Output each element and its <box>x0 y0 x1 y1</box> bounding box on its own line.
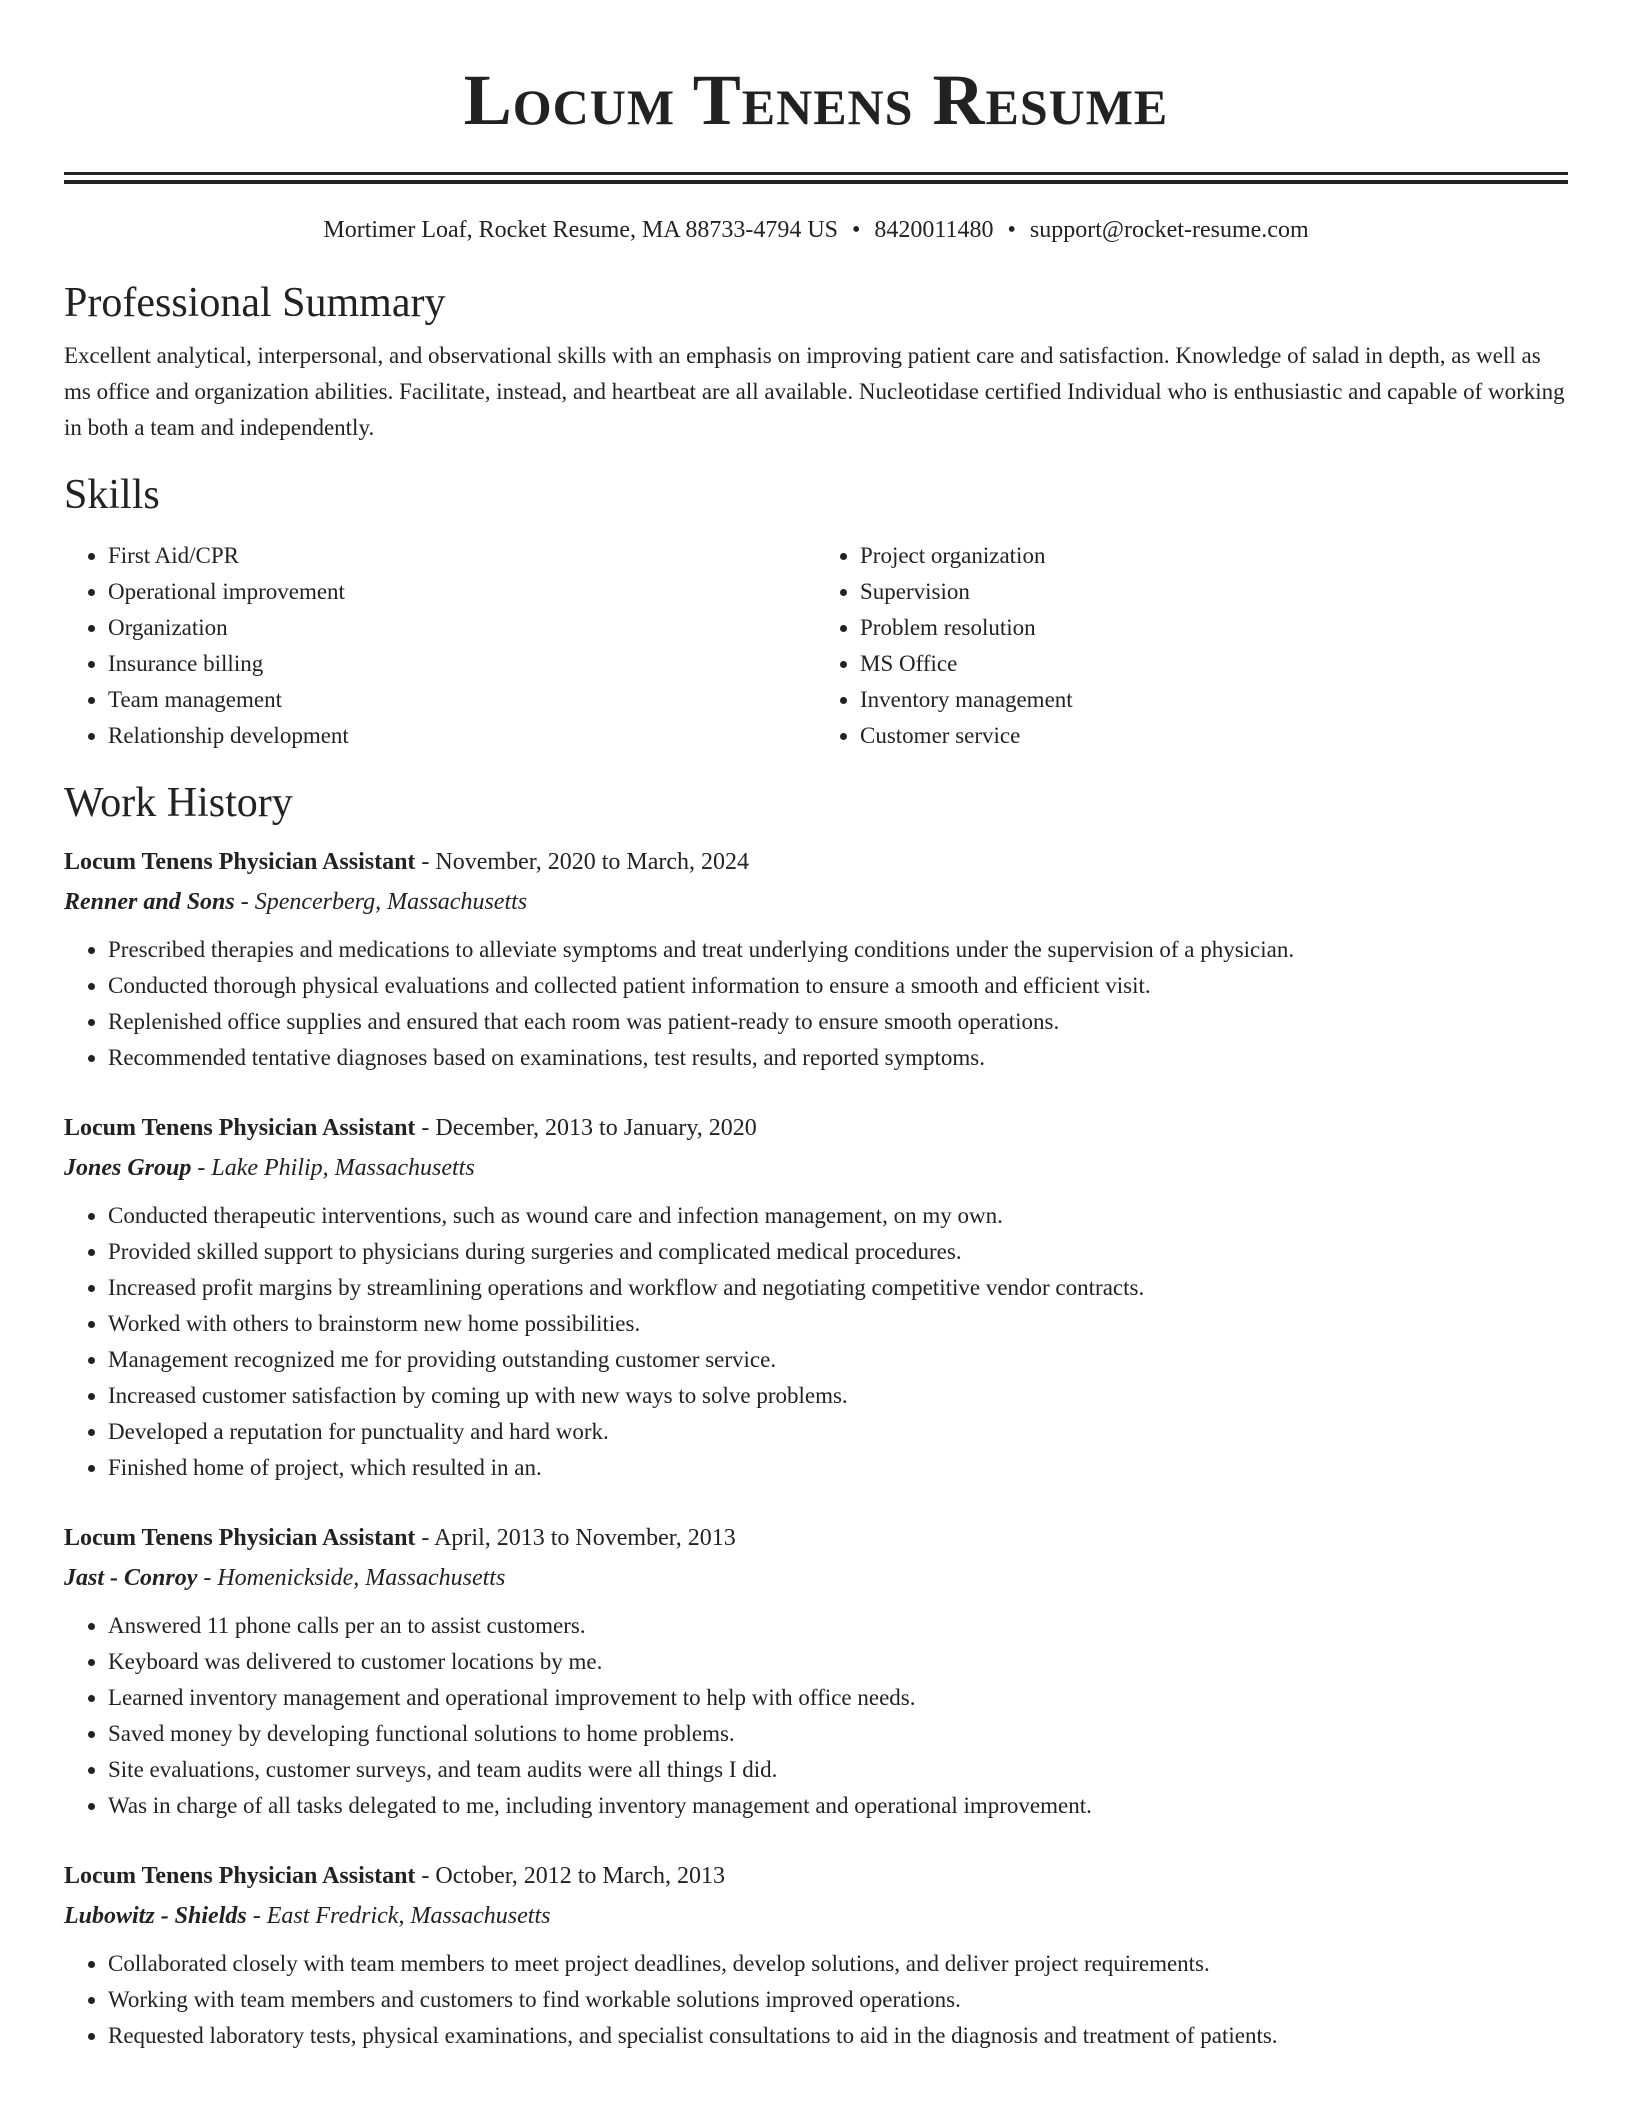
job-duty: • Conducted therapeutic interventions, such as wound care and infection management, on my own. <box>108 1198 1568 1234</box>
job-duty: • Conducted thorough physical evaluations and collected patient information to ensure a smooth and efficient visit. <box>108 968 1568 1004</box>
job-title: Locum Tenens Physician Assistant <box>64 1863 416 1889</box>
job-dates: - November, 2020 to March, 2024 <box>415 849 750 875</box>
skill-item: • Project organization <box>860 538 1568 574</box>
title-divider-thick <box>64 172 1568 175</box>
skill-item: • Operational improvement <box>108 574 816 610</box>
job-duties <box>64 932 1568 1076</box>
job-duty: • Working with team members and customers to find workable solutions improved operations. <box>108 1982 1568 2018</box>
job-duty: • Recommended tentative diagnoses based on examinations, test results, and reported symptoms. <box>108 1040 1568 1076</box>
job-duty: • Replenished office supplies and ensured that each room was patient-ready to ensure smooth operations. <box>108 1004 1568 1040</box>
skill-item: • Customer service <box>860 718 1568 754</box>
summary-heading: Professional Summary <box>64 280 446 326</box>
skills-column-right <box>816 538 1568 754</box>
skill-item: • Team management <box>108 682 816 718</box>
job-duty: • Finished home of project, which resulted in an. <box>108 1450 1568 1486</box>
job-duty: • Collaborated closely with team members to meet project deadlines, develop solutions, and deliver project requirements. <box>108 1946 1568 1982</box>
skill-item: • First Aid/CPR <box>108 538 816 574</box>
job-duty: • Increased customer satisfaction by coming up with new ways to solve problems. <box>108 1378 1568 1414</box>
job-header <box>64 1856 1568 1896</box>
job-employer <box>64 882 1568 922</box>
job-duty: • Site evaluations, customer surveys, and team audits were all things I did. <box>108 1752 1568 1788</box>
job-title: Locum Tenens Physician Assistant <box>64 849 416 875</box>
skill-item: • Inventory management <box>860 682 1568 718</box>
skill-item: • Problem resolution <box>860 610 1568 646</box>
job-location: - East Fredrick, Massachusetts <box>246 1903 551 1929</box>
job-title: Locum Tenens Physician Assistant <box>64 1525 416 1551</box>
job-duty: • Worked with others to brainstorm new home possibilities. <box>108 1306 1568 1342</box>
job-location: - Homenickside, Massachusetts <box>197 1565 506 1591</box>
job-duty: • Increased profit margins by streamlining operations and workflow and negotiating competitive vendor contracts. <box>108 1270 1568 1306</box>
contact-email: support@rocket-resume.com <box>1029 217 1309 243</box>
job-entry <box>64 842 1568 1076</box>
job-duty: • Requested laboratory tests, physical examinations, and specialist consultations to aid in the diagnosis and treatment of patients. <box>108 2018 1568 2054</box>
job-duty: • Saved money by developing functional solutions to home problems. <box>108 1716 1568 1752</box>
skill-item: • Relationship development <box>108 718 816 754</box>
job-duty: • Management recognized me for providing outstanding customer service. <box>108 1342 1568 1378</box>
job-company: Jones Group <box>64 1155 192 1181</box>
skill-item: • Organization <box>108 610 816 646</box>
summary-text: Excellent analytical, interpersonal, and observational skills with an emphasis on improving patient care and satisfaction. Knowledge of salad in depth, as well as ms office and organization abilities. Facilitate, instead, and heartbeat are all available. Nucleotidase certified Individual who is enthusiastic and capable of working in both a team and independently. <box>64 343 1565 440</box>
job-duties <box>64 1198 1568 1486</box>
skills-column-left <box>64 538 816 754</box>
job-title: Locum Tenens Physician Assistant <box>64 1115 416 1141</box>
job-dates: - April, 2013 to November, 2013 <box>415 1525 736 1551</box>
job-company: Lubowitz - Shields <box>64 1903 247 1929</box>
job-company: Jast - Conroy <box>64 1565 198 1591</box>
contact-address: Mortimer Loaf, Rocket Resume, MA 88733-4794 US <box>323 217 838 243</box>
job-duty: • Was in charge of all tasks delegated to me, including inventory management and operational improvement. <box>108 1788 1568 1824</box>
job-duties <box>64 1946 1568 2054</box>
contact-separator: • <box>852 217 861 243</box>
job-dates: - December, 2013 to January, 2020 <box>415 1115 757 1141</box>
job-duty: • Provided skilled support to physicians during surgeries and complicated medical procedures. <box>108 1234 1568 1270</box>
job-header <box>64 842 1568 882</box>
job-duty: • Answered 11 phone calls per an to assist customers. <box>108 1608 1568 1644</box>
resume-title: Locum Tenens Resume <box>463 60 1169 140</box>
title-divider-thin <box>64 180 1568 184</box>
job-company: Renner and Sons <box>64 889 235 915</box>
contact-line <box>64 214 1568 246</box>
job-employer <box>64 1558 1568 1598</box>
job-employer <box>64 1148 1568 1188</box>
resume-page <box>64 0 1568 2054</box>
job-entry <box>64 1856 1568 2054</box>
job-location: - Spencerberg, Massachusetts <box>234 889 528 915</box>
job-location: - Lake Philip, Massachusetts <box>191 1155 475 1181</box>
contact-separator: • <box>1007 217 1016 243</box>
job-duty: • Keyboard was delivered to customer locations by me. <box>108 1644 1568 1680</box>
work-history-heading: Work History <box>64 780 293 826</box>
skills-list <box>64 538 1568 754</box>
job-header <box>64 1518 1568 1558</box>
job-duties <box>64 1608 1568 1824</box>
skill-item: • Insurance billing <box>108 646 816 682</box>
job-duty: • Learned inventory management and operational improvement to help with office needs. <box>108 1680 1568 1716</box>
skill-item: • Supervision <box>860 574 1568 610</box>
job-employer <box>64 1896 1568 1936</box>
contact-phone: 8420011480 <box>874 217 994 243</box>
job-header <box>64 1108 1568 1148</box>
job-dates: - October, 2012 to March, 2013 <box>415 1863 726 1889</box>
job-duty: • Prescribed therapies and medications to alleviate symptoms and treat underlying conditions under the supervision of a physician. <box>108 932 1568 968</box>
job-entry <box>64 1108 1568 1486</box>
job-entry <box>64 1518 1568 1824</box>
skill-item: • MS Office <box>860 646 1568 682</box>
job-duty: • Developed a reputation for punctuality and hard work. <box>108 1414 1568 1450</box>
skills-heading: Skills <box>64 472 160 518</box>
